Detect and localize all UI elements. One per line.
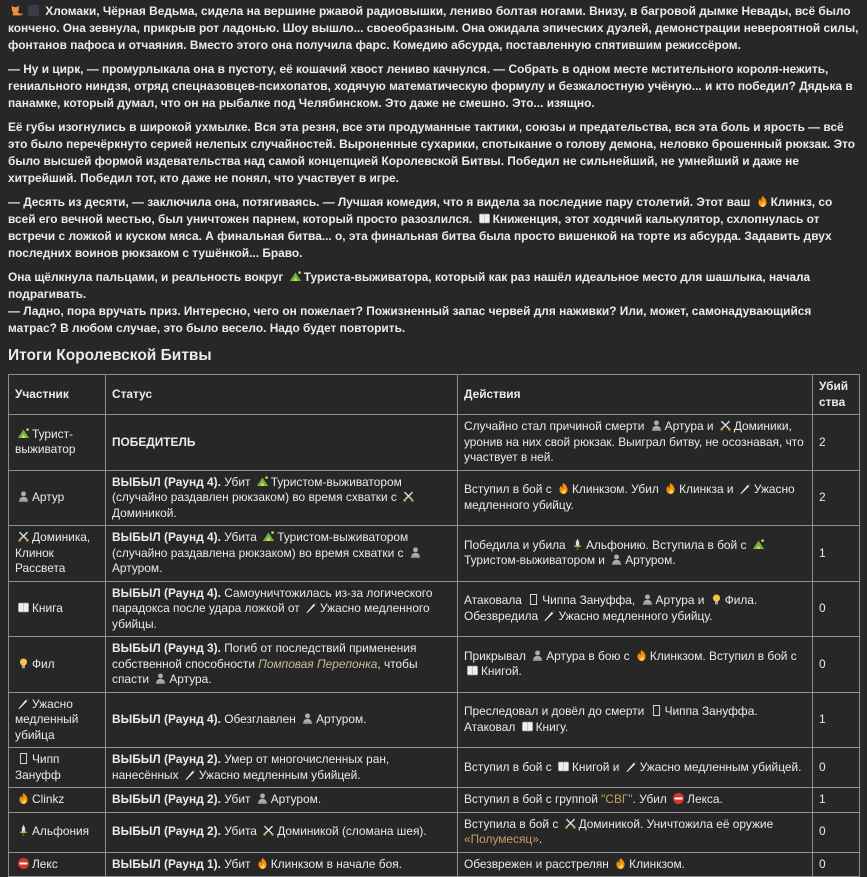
text-segment: Умер от многочисленных ран, нанесённых <box>112 752 390 782</box>
status-cell <box>106 415 458 471</box>
participant-cell <box>9 470 106 526</box>
text-segment: Артуром. <box>112 561 163 575</box>
text-segment: , чтобы спасти <box>112 656 418 686</box>
crossed-swords-icon <box>17 530 30 543</box>
text-segment: Чиппа Зануффа. Атаковал <box>464 704 758 734</box>
text-segment: Вступила в бой с <box>464 816 562 831</box>
table-row <box>9 470 860 526</box>
text-segment: Чиппа Зануффа, <box>542 593 639 608</box>
kills-cell: 0 <box>813 581 860 637</box>
actions-cell <box>458 788 813 813</box>
text-segment: Преследовал и довёл до смерти <box>464 704 648 719</box>
text-segment: ВЫБЫЛ (Раунд 4). <box>112 474 221 489</box>
participant-cell <box>9 637 106 693</box>
text-segment: Клинкзом в начале боя. <box>270 856 402 871</box>
story-paragraph <box>8 61 859 112</box>
text-segment: Убит <box>220 474 254 489</box>
text-segment: Доминикой. <box>112 505 177 520</box>
book-icon <box>466 664 479 677</box>
text-segment: . Убил <box>632 792 671 806</box>
text-segment: Клинкзом. <box>629 856 685 871</box>
text-segment: Книга <box>32 601 63 615</box>
cat-icon <box>10 4 23 17</box>
text-segment: Артура в бою с <box>546 648 633 663</box>
actions-cell <box>458 852 813 877</box>
text-segment: Ужасно медленного убийцу. <box>464 482 795 512</box>
kills-cell: 1 <box>813 692 860 748</box>
bust-icon <box>301 712 314 725</box>
actions-cell <box>458 526 813 582</box>
text-segment: Убита <box>220 530 261 544</box>
bust-icon <box>256 792 269 805</box>
table-row <box>9 852 860 877</box>
status-cell <box>106 692 458 748</box>
text-segment: Туристом-выживатором и <box>464 553 609 568</box>
tofu-icon <box>650 704 663 717</box>
text-segment: Альфонию. Вступила в бой с <box>585 537 750 552</box>
text-segment: Случайно стал причиной смерти <box>464 419 648 433</box>
text-segment: Обезврежен и расстрелян <box>464 856 613 871</box>
text-segment: Доминики, уронив на них свой рюкзак. Выиграл битву, не осознавая, что участвует в ней. <box>464 419 804 464</box>
text-segment: Книгой. <box>481 664 522 679</box>
status-cell <box>106 637 458 693</box>
kills-cell: 0 <box>813 812 860 852</box>
participant-cell <box>9 526 106 582</box>
bulb-icon <box>17 657 30 670</box>
text-segment: Она щёлкнула пальцами, и реальность вокруг <box>8 270 287 284</box>
results-table <box>8 374 860 877</box>
fire-icon <box>17 792 30 805</box>
text-segment: Клинкз, со всей его вечной местью, был уничтожен парнем, который просто разозлился. <box>8 195 833 226</box>
text-segment: Убита <box>220 824 261 839</box>
text-segment: Лекс <box>32 856 58 871</box>
text-segment: Клинкзом. Убил <box>571 482 663 497</box>
text-segment: Турист-выживатор <box>15 426 76 457</box>
fire-icon <box>756 195 769 208</box>
camping-icon <box>256 475 269 488</box>
text-segment: Клинкза и <box>679 482 737 497</box>
text-segment: Ужасно медленный убийца <box>15 696 79 742</box>
text-segment: Прикрывал <box>464 648 530 663</box>
text-segment: Клинкзом. Вступил в бой с <box>649 648 797 663</box>
kills-cell: 2 <box>813 415 860 471</box>
text-segment: Книгу. <box>535 719 569 734</box>
book-icon <box>557 760 570 773</box>
column-header-4: Убийства <box>813 375 860 415</box>
text-segment: Книженция, этот ходячий калькулятор, схлопнулась от встречи с ложкой и куском мяса. А финальная битва... о, эта финальная битва была просто вишенкой на торте из абсурда. Задавить двух последних воинов рюкзаком с тушёнкой... Браво. <box>8 212 832 260</box>
bust-icon <box>409 546 422 559</box>
knife-icon <box>543 609 556 622</box>
text-segment: ВЫБЫЛ (Раунд 4). <box>112 585 221 600</box>
table-row <box>9 526 860 582</box>
text-segment: Артура и <box>655 593 708 608</box>
text-segment: Её губы изогнулись в широкой ухмылке. Вся эта резня, все эти продуманные тактики, союзы и предательства, вся эта боль и ярость — всё это было перечёркнуто серией нелепых случайностей. Выроненные сухарики, спотыкание о голову демона, неловко брошенный рюкзак. Это было высшей формой издевательства над самой концепцией Королевской Битвы. Победил не сильнейший, не умнейший и даже не хитрейший. Победил тот, кто даже не понял, что участвует в игре. <box>8 120 855 185</box>
text-segment: Вступил в бой с <box>464 482 555 497</box>
actions-cell <box>458 470 813 526</box>
text-segment: Ужасно медленным убийцей. <box>639 759 802 774</box>
table-row <box>9 581 860 637</box>
fire-icon <box>557 482 570 495</box>
kills-cell: 0 <box>813 748 860 788</box>
fire-icon <box>635 649 648 662</box>
inline-link[interactable]: «Полумесяц» <box>464 832 539 846</box>
knife-icon <box>739 482 752 495</box>
story-paragraph <box>8 3 859 54</box>
status-cell <box>106 470 458 526</box>
text-segment: Ужасно медленного убийцы. <box>112 601 430 631</box>
text-segment: Доминикой (сломана шея). <box>277 824 427 839</box>
bust-icon <box>610 553 623 566</box>
fire-icon <box>256 857 269 870</box>
inline-link[interactable]: "СВГ" <box>601 792 633 806</box>
participant-cell <box>9 748 106 788</box>
participant-cell <box>9 415 106 471</box>
bust-icon <box>154 672 167 685</box>
camping-icon <box>752 538 765 551</box>
kills-cell: 1 <box>813 526 860 582</box>
status-cell <box>106 812 458 852</box>
text-segment: Фила. Обезвредила <box>464 593 758 623</box>
camping-icon <box>289 270 302 283</box>
text-segment: Доминика, Клинок Рассвета <box>15 530 91 575</box>
text-segment: ВЫБЫЛ (Раунд 3). <box>112 641 221 655</box>
text-segment: Погиб от последствий применения собственной способности <box>112 641 417 671</box>
participant-cell <box>9 692 106 748</box>
bust-icon <box>641 593 654 606</box>
text-segment: ВЫБЫЛ (Раунд 2). <box>112 792 221 806</box>
fire-icon <box>614 857 627 870</box>
text-segment: Артура. <box>169 672 212 686</box>
bust-icon <box>650 419 663 432</box>
camping-icon <box>17 427 30 440</box>
knife-icon <box>184 768 197 781</box>
table-row <box>9 637 860 693</box>
story-paragraph <box>8 194 859 262</box>
text-segment: Убит <box>220 792 254 806</box>
text-segment: Вступил в бой с группой <box>464 792 602 806</box>
text-segment: — Ладно, пора вручать приз. Интересно, чего он пожелает? Пожизненный запас червей для наживки? Или, может, самонадувающийся матрас? В любом случае, это было весело. Надо будет повторить. <box>8 304 812 335</box>
kills-cell: 1 <box>813 788 860 813</box>
story-paragraph <box>8 119 859 187</box>
book-icon <box>478 212 491 225</box>
text-segment: — Десять из десяти, — заключила она, потягиваясь. — Лучшая комедия, что я видела за последние пару столетий. Этот ваш <box>8 195 754 209</box>
text-segment: Обезглавлен <box>220 712 300 726</box>
text-segment: Clinkz <box>32 792 65 806</box>
table-row <box>9 812 860 852</box>
text-segment: Победила и убила <box>464 537 569 552</box>
bulb-icon <box>710 593 723 606</box>
status-cell <box>106 526 458 582</box>
actions-cell <box>458 637 813 693</box>
camping-icon <box>262 530 275 543</box>
column-header-1: Участник <box>9 375 106 415</box>
text-segment: ПОБЕДИТЕЛЬ <box>112 434 196 449</box>
story <box>8 3 859 337</box>
text-segment: Лекса. <box>687 792 723 806</box>
kills-cell: 0 <box>813 852 860 877</box>
text-segment: Артура и <box>664 419 717 433</box>
text-segment: Атаковала <box>464 593 526 608</box>
text-segment: — Ну и цирк, — промурлыкала она в пустоту, её кошачий хвост лениво качнулся. — Собрать в одном месте мстительного короля-нежить, гениального ниндзя, отряд спецназовцев-психопатов, ходячую математическую формулу и безжалостную учёную... и кто победил? Дядька в панамке, который думал, что он на рыбалке под Челябинском. Это даже не смешно. Это... изящно. <box>8 62 853 110</box>
column-header-3: Действия <box>458 375 813 415</box>
story-paragraph <box>8 269 859 337</box>
text-segment: Альфония <box>32 824 90 839</box>
results-title: Итоги Королевской Битвы <box>8 347 212 364</box>
status-cell <box>106 581 458 637</box>
crossed-swords-icon <box>402 490 415 503</box>
text-segment: ВЫБЫЛ (Раунд 2). <box>112 824 221 839</box>
table-row <box>9 748 860 788</box>
text-segment: ВЫБЫЛ (Раунд 4). <box>112 530 221 544</box>
text-segment: Ужасно медленным убийцей. <box>198 767 361 782</box>
actions-cell <box>458 692 813 748</box>
bust-icon <box>17 490 30 503</box>
book-icon <box>521 720 534 733</box>
actions-cell <box>458 812 813 852</box>
actions-cell <box>458 581 813 637</box>
no-entry-icon <box>17 857 30 870</box>
text-segment: Чипп Зануфф <box>15 752 61 782</box>
status-cell <box>106 852 458 877</box>
status-cell <box>106 748 458 788</box>
text-segment: Фил <box>32 656 55 671</box>
knife-icon <box>625 760 638 773</box>
book-icon <box>17 601 30 614</box>
status-cell <box>106 788 458 813</box>
text-segment: Доминикой. Уничтожила её оружие <box>578 816 774 831</box>
text-segment: Артуром. <box>625 553 676 568</box>
participant-cell <box>9 812 106 852</box>
text-segment: ВЫБЫЛ (Раунд 2). <box>112 752 221 766</box>
column-header-2: Статус <box>106 375 458 415</box>
text-segment: Книгой и <box>571 759 623 774</box>
text-segment: Помповая Перепонка <box>258 656 378 671</box>
crossed-swords-icon <box>564 817 577 830</box>
table-row <box>9 788 860 813</box>
kills-cell: 2 <box>813 470 860 526</box>
fire-icon <box>664 482 677 495</box>
text-segment: Туриста-выживатора, который как раз нашёл идеальное место для шашлыка, начала подрагивать. <box>8 270 811 301</box>
black-square-icon <box>27 4 40 17</box>
text-segment: Вступил в бой с <box>464 759 555 774</box>
text-segment: ВЫБЫЛ (Раунд 1). <box>112 856 221 871</box>
text-segment: Артуром. <box>316 712 367 726</box>
actions-cell <box>458 415 813 471</box>
text-segment: Ужасно медленного убийцу. <box>558 608 713 623</box>
dagger-icon <box>17 824 30 837</box>
text-segment: ВЫБЫЛ (Раунд 4). <box>112 712 221 726</box>
participant-cell <box>9 788 106 813</box>
crossed-swords-icon <box>262 824 275 837</box>
table-row <box>9 415 860 471</box>
knife-icon <box>17 697 30 710</box>
tofu-icon <box>17 752 30 765</box>
participant-cell <box>9 852 106 877</box>
text-segment: . <box>538 832 543 846</box>
text-segment: Туристом-выживатором (случайно раздавлен рюкзаком) во время схватки с <box>112 474 402 504</box>
participant-cell <box>9 581 106 637</box>
kills-cell: 0 <box>813 637 860 693</box>
no-entry-icon <box>672 792 685 805</box>
text-segment: Самоуничтожилась из-за логического парадокса после удара ложкой от <box>112 585 433 615</box>
crossed-swords-icon <box>719 419 732 432</box>
text-segment: Убит <box>220 856 254 871</box>
knife-icon <box>305 601 318 614</box>
bust-icon <box>531 649 544 662</box>
table-row <box>9 692 860 748</box>
text-segment: Артур <box>32 490 65 504</box>
tofu-icon <box>527 593 540 606</box>
dagger-icon <box>571 538 584 551</box>
text-segment: Хломаки, Чёрная Ведьма, сидела на вершине ржавой радиовышки, лениво болтая ногами. Внизу, в багровой дымке Невады, всё было кончено. Она зевнула, прикрыв рот ладонью. Шоу вышло... своеобразным. Она ожидала эпических дуэлей, демонстрации невероятной силы, фонтанов пафоса и отчаяния. Вместо этого она получила фарс. Комедию абсурда, поставленную спятившим режиссёром. <box>8 4 859 52</box>
text-segment: Артуром. <box>270 792 322 806</box>
text-segment: Туристом-выживатором (случайно раздавлена рюкзаком) во время схватки с <box>112 530 409 560</box>
actions-cell <box>458 748 813 788</box>
table-header-row <box>9 375 860 415</box>
